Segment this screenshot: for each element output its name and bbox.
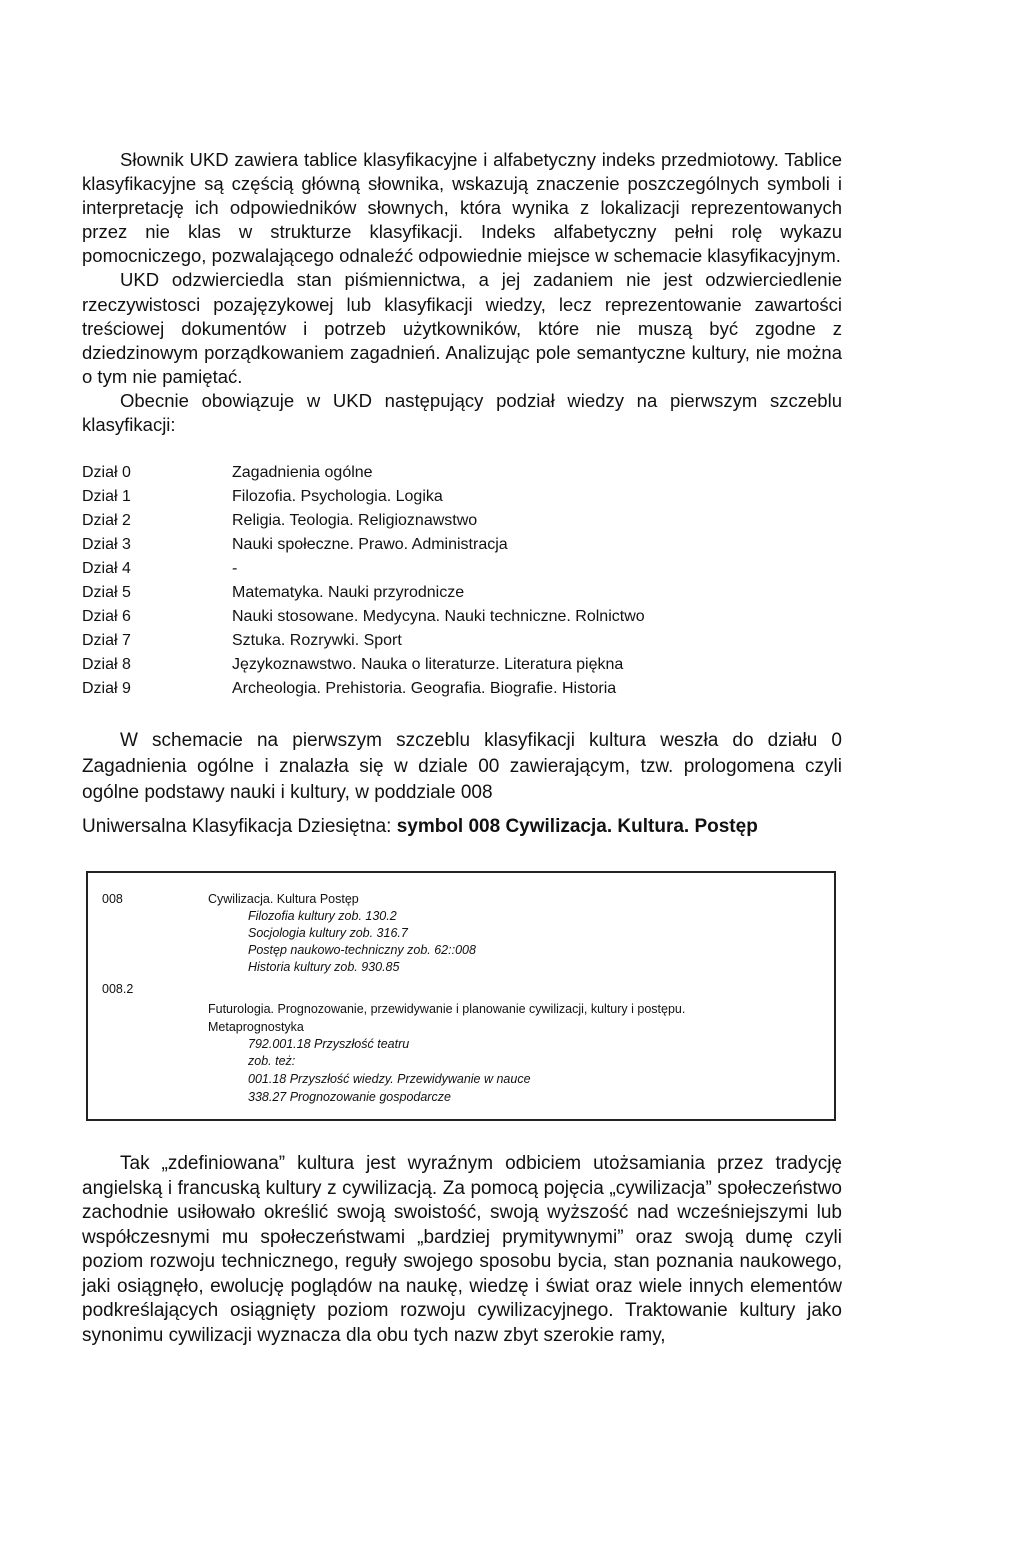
division-code: Dział 8 xyxy=(82,656,131,674)
division-code: Dział 4 xyxy=(82,560,131,578)
division-name: Zagadnienia ogólne xyxy=(232,464,373,482)
entry-crossref: zob. też: xyxy=(248,1054,296,1068)
entry-crossref: Postęp naukowo-techniczny zob. 62::008 xyxy=(248,943,476,957)
division-row xyxy=(82,605,842,629)
page-body xyxy=(82,148,842,840)
paragraph-intro-3: Obecnie obowiązuje w UKD następujący podział wiedzy na pierwszym szczeblu klasyfikacji: xyxy=(82,389,842,436)
division-list xyxy=(82,461,842,701)
entry-symbol-0082: 008.2 xyxy=(102,982,134,996)
division-code: Dział 0 xyxy=(82,464,131,482)
ukd-symbol-line xyxy=(82,814,842,840)
division-row xyxy=(82,485,842,509)
entry-crossref: 001.18 Przyszłość wiedzy. Przewidywanie w nauce xyxy=(248,1072,531,1086)
entry-crossref: 792.001.18 Przyszłość teatru xyxy=(248,1037,410,1051)
division-name: - xyxy=(232,560,238,578)
entry-heading-0082-cont: Metaprognostyka xyxy=(208,1020,304,1034)
entry-crossref: Filozofia kultury zob. 130.2 xyxy=(248,909,397,923)
paragraph-conclusion: Tak „zdefiniowana” kultura jest wyraźnym odbiciem utożsamiania przez tradycję angielską i francuską kultury z cywilizacją. Za pomocą pojęcia „cywilizacja” społeczeństwo zachodnie usiłowało określić swoją swoistość, swoją wyższość nad wcześniejszymi lub współczesnymi mu społeczeństwami „bardziej prymitywnymi” oraz swoją dumę czyli poziom rozwoju technicznego, reguły swojego sposobu bycia, stan poznania naukowego, jaki osiągnęło, ewolucję poglądów na naukę, wiedzę i świat oraz wiele innych elementów podkreślających osiągnięty poziom rozwoju cywilizacyjnego. Traktowanie kultury jako synonimu cywilizacji wyznacza dla obu tych nazw zbyt szerokie ramy, xyxy=(82,1153,842,1346)
entry-heading-0082: Futurologia. Prognozowanie, przewidywanie i planowanie cywilizacji, kultury i postępu. xyxy=(208,1002,686,1016)
division-row xyxy=(82,653,842,677)
division-name: Językoznawstwo. Nauka o literaturze. Literatura piękna xyxy=(232,656,624,674)
ukd-symbol-bold: symbol 008 Cywilizacja. Kultura. Postęp xyxy=(396,816,758,838)
entry-crossref: Socjologia kultury zob. 316.7 xyxy=(248,926,408,940)
paragraph-intro-2: UKD odzwierciedla stan piśmiennictwa, a jej zadaniem nie jest odzwierciedlenie rzeczywistosci pozajęzykowej lub klasyfikacji wiedzy, lecz reprezentowanie zawartości treściowej dokumentów i potrzeb użytkowników, które nie muszą być zgodne z dziedzinowym porządkowaniem zagadnień. Analizując pole semantyczne kultury, nie można o tym nie pamiętać. xyxy=(82,269,842,387)
division-name: Matematyka. Nauki przyrodnicze xyxy=(232,584,465,602)
entry-crossref: 338.27 Prognozowanie gospodarcze xyxy=(248,1090,451,1104)
division-row xyxy=(82,581,842,605)
ukd-prefix: Uniwersalna Klasyfikacja Dziesiętna: xyxy=(82,816,397,838)
division-row xyxy=(82,629,842,653)
ukd-entry-box xyxy=(86,871,836,1121)
division-name: Archeologia. Prehistoria. Geografia. Biografie. Historia xyxy=(232,680,617,698)
division-row xyxy=(82,677,842,701)
division-row xyxy=(82,533,842,557)
division-code: Dział 6 xyxy=(82,608,131,626)
division-code: Dział 5 xyxy=(82,584,131,602)
division-code: Dział 7 xyxy=(82,632,131,650)
division-code: Dział 3 xyxy=(82,536,131,554)
division-row xyxy=(82,509,842,533)
entry-symbol-008: 008 xyxy=(102,892,123,906)
entry-heading-008: Cywilizacja. Kultura Postęp xyxy=(208,892,359,906)
entry-crossref: Historia kultury zob. 930.85 xyxy=(248,960,400,974)
division-row xyxy=(82,557,842,581)
division-code: Dział 9 xyxy=(82,680,131,698)
division-name: Nauki społeczne. Prawo. Administracja xyxy=(232,536,508,554)
paragraph-intro-1: Słownik UKD zawiera tablice klasyfikacyjne i alfabetyczny indeks przedmiotowy. Tablice klasyfikacyjne są częścią główną słownika, wskazują znaczenie poszczególnych symboli i interpretację ich odpowiedników słownych, która wynika z lokalizacji reprezentowanych przez nie klas w strukturze klasyfikacji. Indeks alfabetyczny pełni rolę wykazu pomocniczego, pozwalającego odnaleźć odpowiednie miejsce w schemacie klasyfikacyjnym. xyxy=(82,149,842,267)
division-code: Dział 1 xyxy=(82,488,131,506)
division-name: Religia. Teologia. Religioznawstwo xyxy=(232,512,478,530)
division-name: Filozofia. Psychologia. Logika xyxy=(232,488,443,506)
division-name: Nauki stosowane. Medycyna. Nauki techniczne. Rolnictwo xyxy=(232,608,645,626)
division-name: Sztuka. Rozrywki. Sport xyxy=(232,632,402,650)
division-row xyxy=(82,461,842,485)
paragraph-schema: W schemacie na pierwszym szczeblu klasyfikacji kultura weszła do działu 0 Zagadnienia ogólne i znalazła się w dziale 00 zawierającym, tzw. prologomena czyli ogólne podstawy nauki i kultury, w poddziale 008 xyxy=(82,730,842,804)
division-code: Dział 2 xyxy=(82,512,131,530)
